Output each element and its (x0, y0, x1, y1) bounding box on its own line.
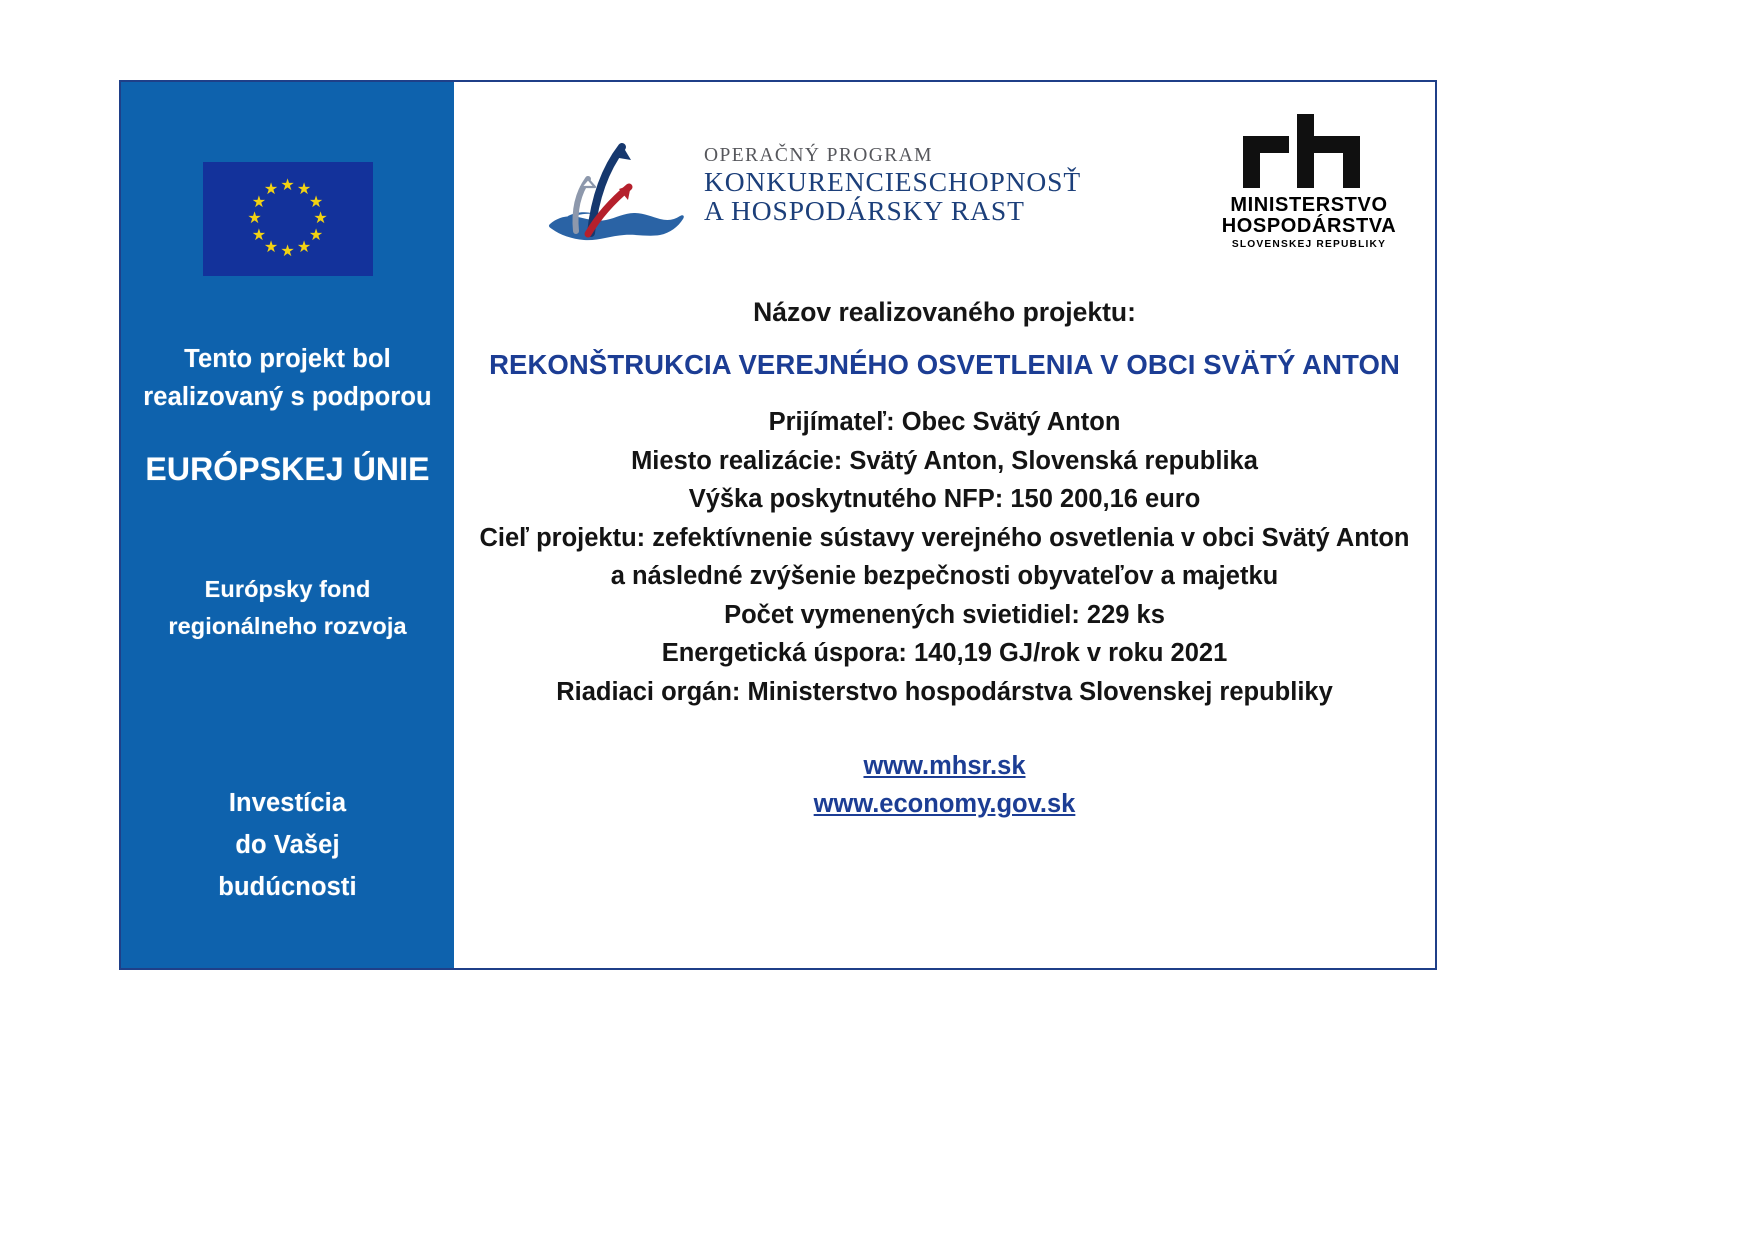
sidebar-support-text (121, 340, 454, 416)
sidebar-slogan-text (121, 782, 454, 908)
sidebar-slogan-line-1: Investícia (228, 789, 347, 817)
op-logo-line-big-2: A HOSPODÁRSKY RAST (704, 194, 1025, 226)
project-link[interactable]: www.mhsr.sk (863, 752, 1026, 780)
star-glyph: ★ (308, 226, 324, 244)
sidebar-support-line-1: Tento projekt bol (184, 345, 391, 373)
star-glyph: ★ (308, 193, 324, 211)
sidebar-fund-line-2: regionálneho rozvoja (168, 613, 407, 639)
project-information-board (119, 80, 1437, 970)
star-glyph: ★ (251, 193, 267, 211)
ministry-title-line-2: HOSPODÁRSTVA (1221, 215, 1397, 238)
star-glyph: ★ (313, 210, 328, 227)
project-detail-line: Počet vymenených svietidiel: 229 ks (724, 600, 1165, 629)
project-detail-line: Riadiaci orgán: Ministerstvo hospodárstva Slovenskej republiky (556, 677, 1333, 706)
sidebar-slogan-line-2: do Vašej (235, 831, 340, 859)
ministry-title-line-1: MINISTERSTVO (1230, 194, 1388, 216)
eu-flag-container (121, 162, 454, 276)
sidebar-fund-text (121, 571, 454, 645)
project-detail-line: Miesto realizácie: Svätý Anton, Slovenská republika (631, 446, 1258, 475)
eu-funding-sidebar (121, 82, 454, 968)
star-glyph: ★ (296, 181, 312, 199)
star-glyph: ★ (263, 238, 279, 256)
project-links (454, 747, 1435, 823)
project-title-kicker: Názov realizovaného projektu: (753, 297, 1136, 327)
project-title: REKONŠTRUKCIA VEREJNÉHO OSVETLENIA V OBCI SVÄTÝ ANTON (489, 349, 1400, 380)
project-detail-line: Energetická úspora: 140,19 GJ/rok v roku 2021 (661, 639, 1228, 667)
project-detail-lines (454, 403, 1435, 711)
ministry-subtitle: SLOVENSKEJ REPUBLIKY (1231, 239, 1387, 251)
op-logo-line-small: OPERAČNÝ PROGRAM (704, 145, 933, 167)
ministry-logo (1209, 114, 1409, 250)
op-logo-line-big-1: KONKURENCIESCHOPNOSŤ (704, 165, 1082, 197)
sidebar-eu-heading-line: EURÓPSKEJ ÚNIE (145, 451, 430, 487)
sidebar-slogan-line-3: budúcnosti (218, 873, 357, 901)
ministry-rh-monogram-icon (1237, 114, 1381, 188)
slovakia-map-arrows-icon (536, 121, 696, 251)
european-union-flag-icon (203, 162, 373, 276)
star-glyph: ★ (263, 181, 279, 199)
sidebar-support-line-2: realizovaný s podporou (143, 383, 432, 411)
logos-row (454, 110, 1435, 275)
star-glyph: ★ (247, 210, 262, 227)
project-detail-line: a následné zvýšenie bezpečnosti obyvateľov a majetku (610, 562, 1279, 590)
star-glyph: ★ (280, 177, 295, 194)
project-text-block (454, 297, 1435, 823)
star-glyph: ★ (280, 243, 295, 260)
project-detail-line: Výška poskytnutého NFP: 150 200,16 euro (688, 485, 1201, 513)
sidebar-fund-line-1: Európsky fond (204, 576, 371, 602)
star-glyph: ★ (251, 226, 267, 244)
project-detail-line: Prijímateľ: Obec Svätý Anton (768, 408, 1121, 436)
operacny-program-wordmark (704, 146, 1081, 225)
project-details-panel (454, 82, 1435, 968)
project-detail-line: Cieľ projektu: zefektívnenie sústavy verejného osvetlenia v obci Svätý Anton (479, 523, 1410, 552)
project-link[interactable]: www.economy.gov.sk (813, 790, 1076, 818)
operacny-program-logo (536, 118, 1082, 253)
star-glyph: ★ (296, 238, 312, 256)
sidebar-eu-heading (121, 449, 454, 489)
